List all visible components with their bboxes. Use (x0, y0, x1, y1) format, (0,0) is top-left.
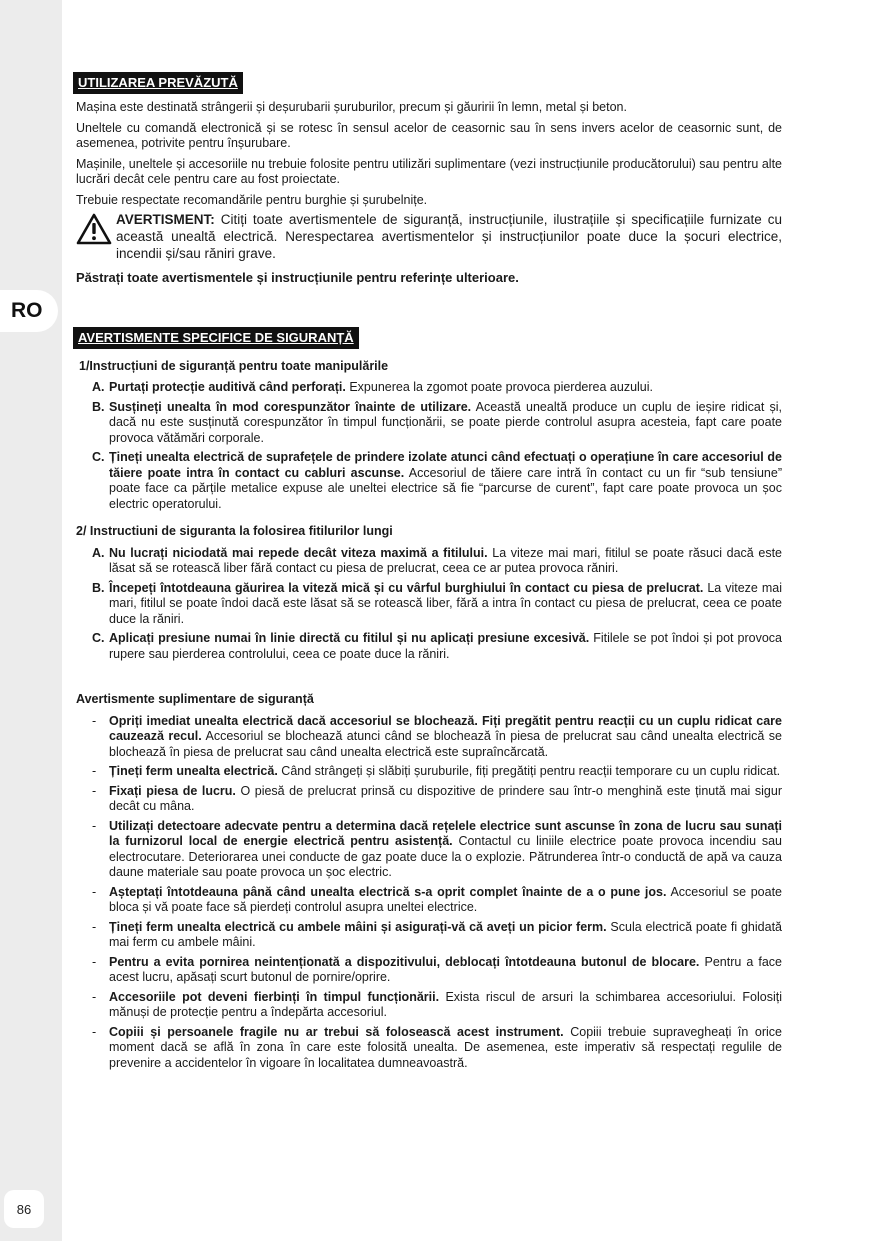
item-bold: Purtați protecție auditivă când perforați. (109, 380, 346, 394)
item-label: - (92, 884, 97, 899)
list-item (92, 581, 782, 628)
list-item (92, 714, 782, 761)
item-bold: Țineți ferm unealta electrică. (109, 764, 278, 778)
item-bold: Țineți ferm unealta electrică cu ambele mâini și asigurați-vă că aveți un picior ferm. (109, 919, 607, 934)
item-text: Această unealtă produce un cuplu de ieșire ridicat și, dacă nu este susținută corespunzător în timpul funcționării, se poate pierde controlul asupra acesteia, fapt care poate provoca vătămări corporale. (109, 399, 782, 445)
item-label: A. (92, 545, 105, 560)
document-body (76, 72, 782, 1075)
item-bold: Fixați piesa de lucru. (109, 783, 236, 798)
paragraph: Mașina este destinată strângerii și deșurubarii șuruburilor, precum și găuririi în lemn, metal și beton. (76, 100, 627, 114)
item-bold: Susțineți unealta în mod corespunzător înainte de utilizare. (109, 399, 472, 414)
item-bold: Pentru a evita pornirea neintenționată a dispozitivului, deblocați întotdeauna butonul de blocare. (109, 954, 700, 969)
item-bold: Țineți unealta electrică de suprafețele de prindere izolate atunci când efectuați o operațiune în care accesoriul de tăiere poate intra în contact cu cabluri ascunse. (109, 450, 782, 480)
item-bold: Copiii și persoanele fragile nu ar trebui să folosească acest instrument. (109, 1024, 564, 1039)
item-bold: Nu lucrați niciodată mai repede decât viteza maximă a fitilului. (109, 545, 488, 560)
list-item (92, 764, 782, 780)
item-label: - (92, 783, 97, 798)
item-text: Fitilele se pot îndoi și pot provoca rupere sau pierderea controlului, ceea ce poate duce la răniri. (109, 631, 782, 661)
list-item (92, 784, 782, 815)
item-label: - (92, 1024, 97, 1039)
item-label: - (92, 818, 97, 833)
list-item (92, 819, 782, 881)
item-text: La viteze mai mari, fitilul se poate îndoi dacă este lăsat să se rotească liber, fără a intra în contact cu piesa de prelucrat, ceea ce poate duce la răniri. (109, 580, 782, 626)
item-label: - (92, 713, 97, 728)
list-item (92, 631, 782, 662)
item-text: La viteze mai mari, fitilul se poate răsuci dacă este lăsat să se rotească liber fără contact cu piesa de prelucrat, ceea ce ar putea provoca răniri. (109, 545, 782, 575)
page-number: 86 (4, 1190, 44, 1228)
item-label: A. (92, 380, 105, 394)
page-sidebar (0, 0, 62, 1241)
item-label: C. (92, 450, 105, 464)
warning-text (116, 211, 782, 262)
item-text: Accesoriul de tăiere care intră în contact cu un fir “sub tensiune” poate face ca părțile metalice expuse ale uneltei electrice să fie “parcurse de curent”, fapt care poate provoca un șoc electric operatorului. (109, 465, 783, 511)
item-bold: Aplicați presiune numai în linie directă cu fitilul și nu aplicați presiune excesivă. (109, 631, 590, 645)
list-item (92, 400, 782, 447)
item-label: B. (92, 399, 105, 414)
item-text: O piesă de prelucrat prinsă cu dispozitive de prindere sau într-o menghină este ținută mai sigur decât cu mâna. (109, 783, 782, 813)
list-item (92, 885, 782, 916)
list-item (92, 380, 782, 396)
item-label: - (92, 764, 97, 778)
item-text: Accesoriul se blochează atunci când se blochează în piesa de prelucrat sau când unealta electrică se blochează în piesa de prelucrat sau când unealta electrică este supraîncărcată. (109, 729, 783, 759)
warning-triangle-icon (76, 213, 116, 249)
section-title-safety-warnings: AVERTISMENTE SPECIFICE DE SIGURANȚĂ (73, 327, 359, 349)
warning-box (76, 211, 782, 262)
list-item (92, 450, 782, 512)
language-tab: RO (0, 290, 58, 332)
warning-label: AVERTISMENT: (116, 212, 215, 227)
item-label: - (92, 954, 97, 969)
group-title: 1/Instrucțiuni de siguranță pentru toate manipulările (79, 358, 389, 373)
item-text: Pentru a face acest lucru, apăsați scurt butonul de pornire/oprire. (109, 954, 782, 984)
warning-body: Citiți toate avertismentele de siguranță, instrucțiunile, ilustrațiile și specificațiile furnizate cu această unealtă electrică. Nerespectarea avertismentelor și instrucțiunilor poate duce la șocuri electrice, incendii și/sau răniri grave. (116, 212, 782, 261)
item-label: - (92, 919, 97, 934)
list-item (92, 920, 782, 951)
group-title: 2/ Instructiuni de siguranta la folosirea fitilurilor lungi (76, 524, 393, 538)
item-bold: Așteptați întotdeauna până când unealta electrică s-a oprit complet înainte de a o pune jos. (109, 884, 667, 899)
item-text: Când strângeți și slăbiți șuruburile, fiți pregătiți pentru reacții temporare cu un cuplu ridicat. (277, 764, 781, 778)
paragraph: Uneltele cu comandă electronică și se rotesc în sensul acelor de ceasornic sau în sens invers acelor de ceasornic sunt, de asemenea, potrivite pentru înșurubare. (76, 120, 782, 150)
item-text: Copiii trebuie supravegheați în orice moment dacă se află în zona în care este folosită unealta. De asemenea, este imperativ să respectați regulile de prevenire a accidentelor în vigoare în localitatea dumneavoastră. (109, 1024, 782, 1070)
group-title: Avertismente suplimentare de siguranță (76, 692, 314, 706)
paragraph: Trebuie respectate recomandările pentru burghie și șurubelnițe. (76, 192, 428, 207)
section-title-intended-use: UTILIZAREA PREVĂZUTĂ (73, 72, 243, 94)
item-label: - (92, 989, 97, 1004)
item-text: Exista riscul de arsuri la schimbarea accesoriului. Folosiți mănuși de protecție pentru a îndepărta accesoriul. (109, 989, 782, 1019)
list-item (92, 1025, 782, 1072)
item-bold: Începeți întotdeauna găurirea la viteză mică și cu vârful burghiului în contact cu piesa de prelucrat. (109, 580, 704, 595)
list-item (92, 955, 782, 986)
item-label: B. (92, 580, 105, 595)
item-bold: Opriți imediat unealta electrică dacă accesoriul se blochează. Fiți pregătit pentru reacții cu un cuplu ridicat care cauzează recul. (109, 713, 782, 743)
list-item (92, 546, 782, 577)
item-text: Accesoriul se poate bloca și vă poate face să pierdeți controlul asupra uneltei electrice. (109, 884, 782, 914)
item-bold: Utilizați detectoare adecvate pentru a determina dacă rețelele electrice sunt ascunse în zona de lucru sau sunați la furnizorul local de energie electrică pentru asistență. (109, 818, 782, 848)
list-item (92, 990, 782, 1021)
item-text: Contactul cu liniile electrice poate provoca incendiu sau electrocutare. Deteriorarea unei conducte de gaz poate duce la o explozie. Pătrunderea într-o conductă de apă va cauza daune materiale sau poate provoca un șoc electric. (109, 834, 782, 879)
item-text: Expunerea la zgomot poate provoca pierderea auzului. (345, 380, 654, 394)
item-bold: Accesoriile pot deveni fierbinți în timpul funcționării. (109, 989, 440, 1004)
paragraph: Mașinile, uneltele și accesoriile nu trebuie folosite pentru utilizări suplimentare (vezi instrucțiunile producătorului) sau pentru alte lucrări decât cele pentru care au fost proiectate. (76, 156, 782, 186)
item-label: C. (92, 631, 105, 645)
keep-instructions-note: Păstrați toate avertismentele și instrucțiunile pentru referințe ulterioare. (76, 270, 519, 285)
item-text: Scula electrică poate fi ghidată mai ferm cu ambele mâini. (109, 919, 782, 949)
